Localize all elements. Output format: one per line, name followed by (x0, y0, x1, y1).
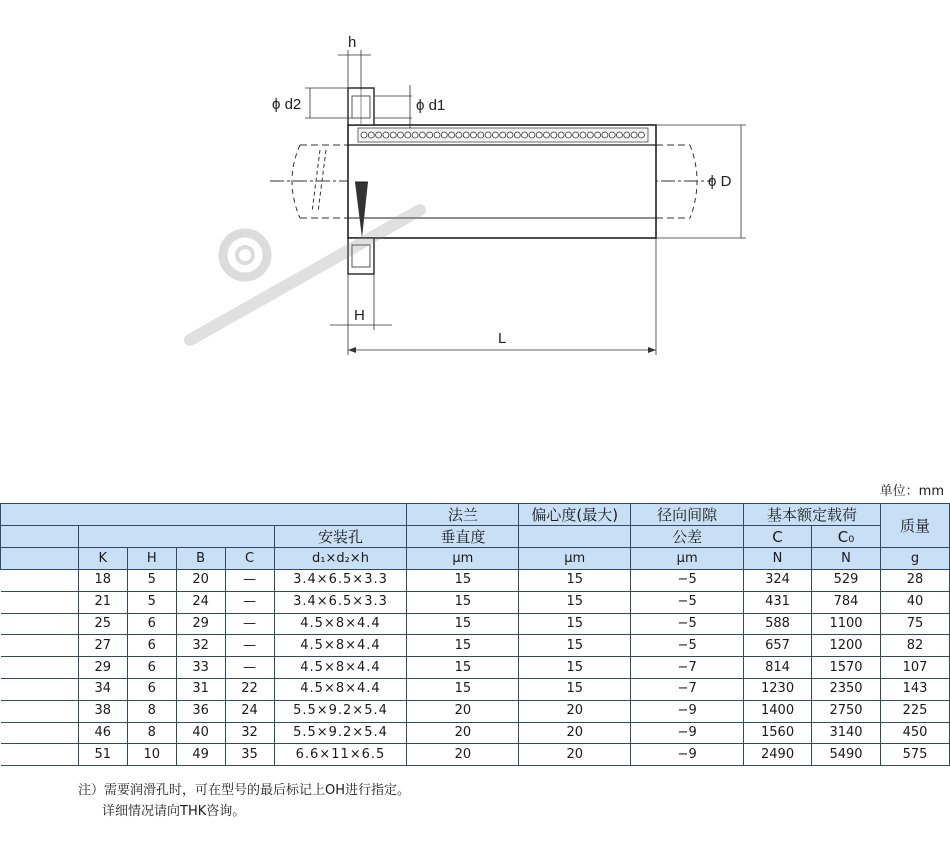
cell-c0: 1100 (812, 613, 881, 635)
ball (492, 132, 498, 138)
cell-K: 25 (78, 613, 127, 635)
dim-L-label: L (498, 330, 507, 347)
unit-load-c0: N (812, 548, 881, 570)
header-blank (1, 504, 407, 526)
cell-H: 5 (127, 591, 176, 613)
cell-perp: 15 (407, 591, 519, 613)
header-radial-clearance-2: 公差 (631, 526, 744, 548)
ball (536, 132, 542, 138)
cell-perp: 20 (407, 700, 519, 722)
cell-C: — (225, 635, 274, 657)
cell-C: — (225, 591, 274, 613)
cell-hole: 4.5×8×4.4 (274, 678, 407, 700)
cell-clear: −5 (631, 635, 744, 657)
cell-ecc: 15 (519, 570, 631, 592)
cell-K: 18 (78, 570, 127, 592)
cell-clear: −5 (631, 591, 744, 613)
cell-clear: −9 (631, 700, 744, 722)
cell-perp: 20 (407, 722, 519, 744)
cell-K: 46 (78, 722, 127, 744)
unit-perp: μm (407, 548, 519, 570)
header-radial-clearance-1: 径向间隙 (631, 504, 744, 526)
cell-H: 6 (127, 678, 176, 700)
cell-clear: −5 (631, 613, 744, 635)
ball (624, 132, 630, 138)
ball (514, 132, 520, 138)
cell-mass: 225 (880, 700, 949, 722)
cell-ecc: 15 (519, 591, 631, 613)
cell-H: 5 (127, 570, 176, 592)
cell-perp: 15 (407, 635, 519, 657)
cell-mass: 40 (880, 591, 949, 613)
cell-K: 51 (78, 744, 127, 766)
cell-C: — (225, 657, 274, 679)
table-row (1, 570, 950, 592)
cell-B: 31 (176, 678, 225, 700)
ball (427, 132, 433, 138)
cell-H: 8 (127, 700, 176, 722)
ball (456, 132, 462, 138)
cell-mass: 75 (880, 613, 949, 635)
cell-B: 24 (176, 591, 225, 613)
header-mounting-hole: 安装孔 (274, 526, 407, 548)
cell-ecc: 15 (519, 657, 631, 679)
cell-B: 20 (176, 570, 225, 592)
ball (405, 132, 411, 138)
cell-ecc: 20 (519, 700, 631, 722)
cell-c0: 1570 (812, 657, 881, 679)
header-B: B (176, 548, 225, 570)
ball (383, 132, 389, 138)
cell-mass: 82 (880, 635, 949, 657)
header-blank-kc (78, 526, 274, 548)
ball (573, 132, 579, 138)
cell-hole: 3.4×6.5×3.3 (274, 570, 407, 592)
cell-mass: 107 (880, 657, 949, 679)
ball (376, 132, 382, 138)
cell-hole: 4.5×8×4.4 (274, 657, 407, 679)
cell-c0: 5490 (812, 744, 881, 766)
cell-B: 36 (176, 700, 225, 722)
cell-c0: 529 (812, 570, 881, 592)
cell-C: — (225, 613, 274, 635)
cell-K: 27 (78, 635, 127, 657)
cell-hole: 6.6×11×6.5 (274, 744, 407, 766)
cell-B: 29 (176, 613, 225, 635)
cell-c: 324 (744, 570, 812, 592)
header-H: H (127, 548, 176, 570)
cell-perp: 15 (407, 678, 519, 700)
header-K: K (78, 548, 127, 570)
header-C: C (225, 548, 274, 570)
row-blank-cell (1, 744, 79, 766)
cell-K: 29 (78, 657, 127, 679)
row-blank-cell (1, 722, 79, 744)
unit-label: 单位：mm (879, 484, 944, 499)
header-blank-left (1, 526, 79, 548)
row-blank-cell (1, 570, 79, 592)
ball (565, 132, 571, 138)
ball (529, 132, 535, 138)
row-blank-cell (1, 657, 79, 679)
dim-D-label: ϕ D (708, 173, 732, 190)
unit-load-c: N (744, 548, 812, 570)
watermark-logo (190, 210, 420, 340)
header-eccentricity: 偏心度(最大) (519, 504, 631, 526)
header-load-c0: C₀ (812, 526, 881, 548)
table-row (1, 591, 950, 613)
cell-perp: 20 (407, 744, 519, 766)
ball (602, 132, 608, 138)
cell-clear: −7 (631, 678, 744, 700)
table-row (1, 678, 950, 700)
cell-perp: 15 (407, 657, 519, 679)
cell-clear: −9 (631, 722, 744, 744)
ball (441, 132, 447, 138)
cell-c0: 2350 (812, 678, 881, 700)
dim-d2-label: ϕ d2 (272, 96, 302, 113)
ball (412, 132, 418, 138)
cell-c0: 1200 (812, 635, 881, 657)
cell-H: 6 (127, 635, 176, 657)
cell-c: 588 (744, 613, 812, 635)
table-row (1, 744, 950, 766)
cell-ecc: 20 (519, 744, 631, 766)
ball (522, 132, 528, 138)
table-row (1, 722, 950, 744)
table-row (1, 613, 950, 635)
ball (507, 132, 513, 138)
cell-H: 6 (127, 613, 176, 635)
cell-C: 22 (225, 678, 274, 700)
unit-mass: g (880, 548, 949, 570)
dim-h-label: h (348, 34, 357, 51)
cell-hole: 4.5×8×4.4 (274, 635, 407, 657)
ball (419, 132, 425, 138)
cell-C: 24 (225, 700, 274, 722)
row-blank-cell (1, 678, 79, 700)
row-blank-cell (1, 635, 79, 657)
cell-c: 1560 (744, 722, 812, 744)
cell-H: 6 (127, 657, 176, 679)
dim-d1-label: ϕ d1 (416, 97, 446, 114)
cell-B: 32 (176, 635, 225, 657)
header-flange-perp-1: 法兰 (407, 504, 519, 526)
notes (78, 780, 410, 822)
header-hole-sub: d₁×d₂×h (274, 548, 407, 570)
dim-H-label: H (354, 307, 365, 324)
ball (580, 132, 586, 138)
header-flange-perp-2: 垂直度 (407, 526, 519, 548)
cell-K: 38 (78, 700, 127, 722)
cell-c: 657 (744, 635, 812, 657)
cell-ecc: 15 (519, 635, 631, 657)
table-row (1, 700, 950, 722)
cell-c0: 3140 (812, 722, 881, 744)
cell-perp: 15 (407, 570, 519, 592)
ball (595, 132, 601, 138)
cell-B: 33 (176, 657, 225, 679)
cell-mass: 28 (880, 570, 949, 592)
spec-table (0, 503, 950, 766)
ball (609, 132, 615, 138)
cell-c: 1230 (744, 678, 812, 700)
header-mass: 质量 (880, 504, 949, 548)
cell-C: 32 (225, 722, 274, 744)
cell-hole: 5.5×9.2×5.4 (274, 722, 407, 744)
table-row (1, 635, 950, 657)
header-load-c: C (744, 526, 812, 548)
cell-hole: 3.4×6.5×3.3 (274, 591, 407, 613)
ball (361, 132, 367, 138)
ball (617, 132, 623, 138)
cell-H: 10 (127, 744, 176, 766)
cell-C: 35 (225, 744, 274, 766)
cell-mass: 450 (880, 722, 949, 744)
cell-K: 21 (78, 591, 127, 613)
cell-c: 814 (744, 657, 812, 679)
ball (638, 132, 644, 138)
cell-c: 1400 (744, 700, 812, 722)
unit-clear: μm (631, 548, 744, 570)
unit-ecc: μm (519, 548, 631, 570)
cell-clear: −9 (631, 744, 744, 766)
cell-c: 431 (744, 591, 812, 613)
cell-K: 34 (78, 678, 127, 700)
cell-c0: 2750 (812, 700, 881, 722)
ball (463, 132, 469, 138)
note-line-1: 注）需要润滑孔时，可在型号的最后标记上OH进行指定。 (78, 783, 411, 798)
cell-B: 40 (176, 722, 225, 744)
ball (368, 132, 374, 138)
cell-c0: 784 (812, 591, 881, 613)
ball (398, 132, 404, 138)
cell-hole: 5.5×9.2×5.4 (274, 700, 407, 722)
ball (449, 132, 455, 138)
cell-B: 49 (176, 744, 225, 766)
ball (587, 132, 593, 138)
note-line-2: 详细情况请向THK咨询。 (102, 804, 246, 819)
table-row (1, 657, 950, 679)
cell-C: — (225, 570, 274, 592)
ball (471, 132, 477, 138)
cell-ecc: 15 (519, 613, 631, 635)
cell-mass: 143 (880, 678, 949, 700)
ball (544, 132, 550, 138)
ball (558, 132, 564, 138)
ball (434, 132, 440, 138)
header-blank-left-2 (1, 548, 79, 570)
ball (631, 132, 637, 138)
cell-ecc: 15 (519, 678, 631, 700)
cell-c: 2490 (744, 744, 812, 766)
cell-mass: 575 (880, 744, 949, 766)
ball (478, 132, 484, 138)
cell-ecc: 20 (519, 722, 631, 744)
row-blank-cell (1, 591, 79, 613)
cell-perp: 15 (407, 613, 519, 635)
ball (500, 132, 506, 138)
ball (390, 132, 396, 138)
header-basic-load: 基本额定载荷 (744, 504, 881, 526)
cell-clear: −5 (631, 570, 744, 592)
cell-clear: −7 (631, 657, 744, 679)
ball (551, 132, 557, 138)
row-blank-cell (1, 613, 79, 635)
cell-hole: 4.5×8×4.4 (274, 613, 407, 635)
cell-H: 8 (127, 722, 176, 744)
ball (485, 132, 491, 138)
row-blank-cell (1, 700, 79, 722)
header-eccentricity-blank (519, 526, 631, 548)
